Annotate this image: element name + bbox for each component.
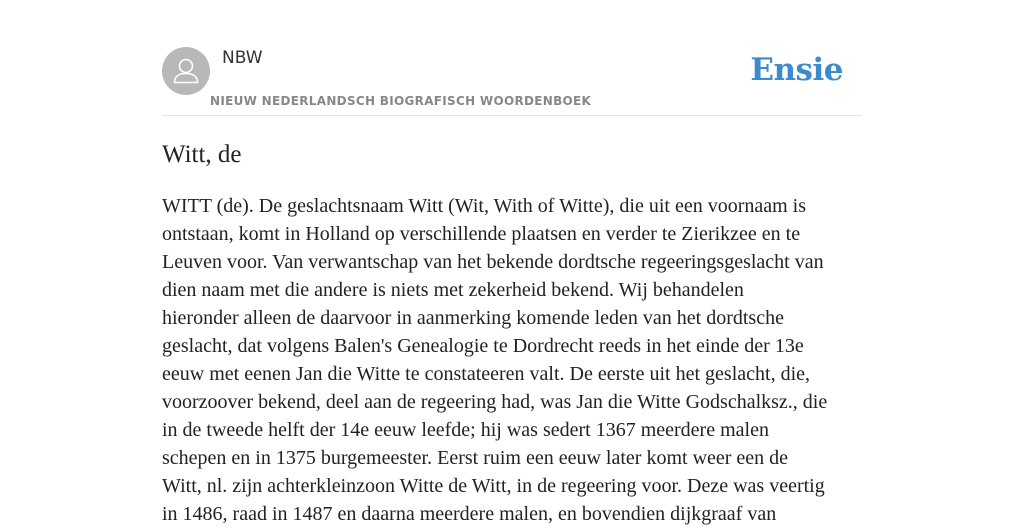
article-line: Witt, nl. zijn achterkleinzoon Witte de Witt, in de regeering voor. Deze was veertig (162, 475, 825, 497)
article-line: voorzoover bekend, deel aan de regeering had, was Jan die Witte Godschalksz., die (162, 391, 828, 413)
article-line: schepen en in 1375 burgemeester. Eerst ruim een eeuw later komt weer een de (162, 447, 789, 469)
header-divider (162, 115, 862, 116)
person-icon (162, 47, 210, 95)
source-full-name: NIEUW NEDERLANDSCH BIOGRAFISCH WOORDENBOEK (210, 94, 592, 108)
source-name[interactable]: NBW (222, 48, 263, 68)
article-line: in de tweede helft der 14e eeuw leefde; hij was sedert 1367 meerdere malen (162, 419, 769, 441)
article-line: in 1486, raad in 1487 en daarna meerdere malen, en bovendien dijkgraaf van (162, 503, 777, 525)
article-line: geslacht, dat volgens Balen's Genealogie te Dordrecht reeds in het einde der 13e (162, 335, 804, 357)
article-line: eeuw met eenen Jan die Witte te constateeren valt. De eerste uit het geslacht, die, (162, 363, 810, 385)
brand-logo[interactable]: Ensie (750, 52, 843, 88)
article-line: WITT (de). De geslachtsnaam Witt (Wit, With of Witte), die uit een voornaam is (162, 195, 807, 217)
article-line: dien naam met die andere is niets met zekerheid bekend. Wij behandelen (162, 279, 744, 301)
article-line: ontstaan, komt in Holland op verschillende plaatsen en verder te Zierikzee en te (162, 223, 801, 245)
article-line: Leuven voor. Van verwantschap van het bekende dordtsche regeeringsgeslacht van (162, 251, 824, 273)
article-body (162, 192, 868, 528)
article-title: Witt, de (162, 141, 242, 168)
source-header (162, 46, 862, 116)
article-line: hieronder alleen de daarvoor in aanmerking komende leden van het dordtsche (162, 307, 784, 329)
